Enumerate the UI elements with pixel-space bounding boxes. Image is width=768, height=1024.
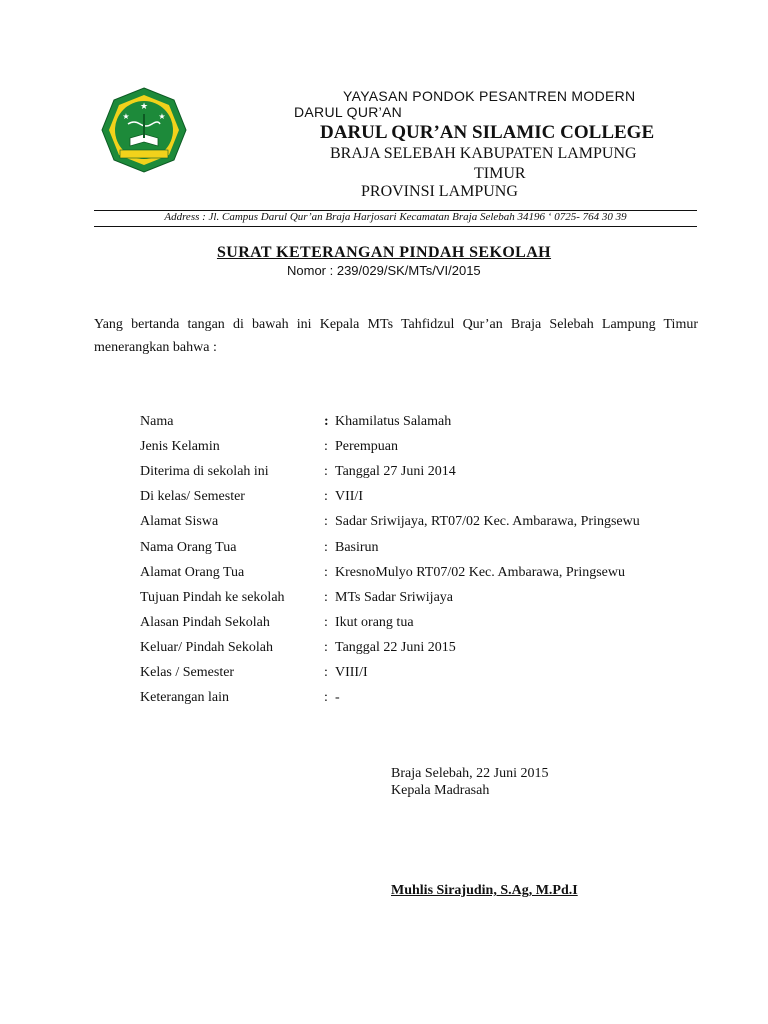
field-label: Jenis Kelamin [140, 439, 220, 454]
field-label: Alasan Pindah Sekolah [140, 615, 270, 630]
field-value: Ikut orang tua [335, 615, 414, 630]
field-label: Nama Orang Tua [140, 540, 237, 555]
field-label: Nama [140, 414, 174, 429]
logo-star-2: ★ [122, 112, 130, 121]
field-label: Tujuan Pindah ke sekolah [140, 590, 285, 605]
field-value: Basirun [335, 540, 379, 555]
field-label: Alamat Siswa [140, 514, 219, 529]
letter-number: Nomor : 239/029/SK/MTs/VI/2015 [287, 263, 481, 278]
field-label: Keterangan lain [140, 690, 230, 705]
field-colon: : [324, 640, 328, 655]
field-value: Khamilatus Salamah [335, 414, 452, 429]
school-name: DARUL QUR’AN SILAMIC COLLEGE [320, 122, 655, 143]
field-value: KresnoMulyo RT07/02 Kec. Ambarawa, Pringsewu [335, 565, 626, 580]
signatory-name: Muhlis Sirajudin, S.Ag, M.Pd.I [391, 883, 578, 898]
field-value: Tanggal 22 Juni 2015 [335, 640, 456, 655]
field-colon: : [324, 665, 328, 680]
school-province: PROVINSI LAMPUNG [361, 183, 518, 200]
field-colon: : [324, 615, 328, 630]
field-colon: : [324, 414, 329, 429]
foundation-name: YAYASAN PONDOK PESANTREN MODERN [343, 88, 636, 104]
field-value: - [335, 690, 340, 705]
logo-ribbon [120, 150, 168, 158]
field-label: Kelas / Semester [140, 665, 235, 680]
logo-star-3: ★ [158, 112, 166, 121]
school-logo [100, 86, 188, 174]
intro-paragraph: Yang bertanda tangan di bawah ini Kepala MTs Tahfidzul Qur’an Braja Selebah Lampung Timur menerangkan bahwa : [94, 317, 698, 355]
field-colon: : [324, 439, 328, 454]
field-label: Keluar/ Pindah Sekolah [140, 640, 273, 655]
field-colon: : [324, 565, 328, 580]
signature-position: Kepala Madrasah [391, 783, 490, 798]
school-location: BRAJA SELEBAH KABUPATEN LAMPUNG [330, 145, 637, 162]
school-address: Address : Jl. Campus Darul Qur’an Braja Harjosari Kecamatan Braja Selebah 34196 ‘ 0725- 764 30 39 [164, 211, 627, 223]
field-value: VII/I [335, 489, 363, 504]
field-value: Perempuan [335, 439, 398, 454]
logo-star-1: ★ [139, 101, 149, 111]
field-value: Tanggal 27 Juni 2014 [335, 464, 456, 479]
field-label: Di kelas/ Semester [140, 489, 245, 504]
signature-place-date: Braja Selebah, 22 Juni 2015 [391, 766, 549, 781]
field-colon: : [324, 690, 328, 705]
field-value: Sadar Sriwijaya, RT07/02 Kec. Ambarawa, Pringsewu [335, 514, 640, 529]
field-colon: : [324, 514, 328, 529]
field-colon: : [324, 540, 328, 555]
field-colon: : [324, 590, 328, 605]
field-value: MTs Sadar Sriwijaya [335, 590, 454, 605]
field-value: VIII/I [335, 665, 368, 680]
foundation-name-cont: DARUL QUR’AN [294, 104, 403, 120]
field-colon: : [324, 464, 328, 479]
field-label: Diterima di sekolah ini [140, 464, 269, 479]
field-label: Alamat Orang Tua [140, 565, 245, 580]
header-divider-bottom [94, 226, 697, 227]
school-location-cont: TIMUR [474, 165, 526, 182]
letter-title: SURAT KETERANGAN PINDAH SEKOLAH [216, 244, 552, 261]
field-colon: : [324, 489, 328, 504]
